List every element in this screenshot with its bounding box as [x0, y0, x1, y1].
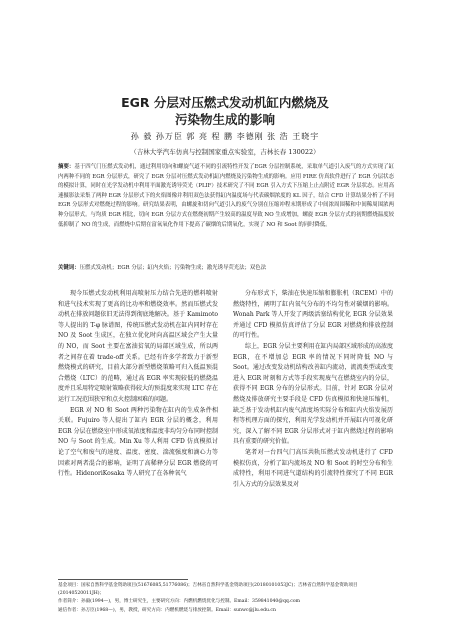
paragraph: EGR 对 NO 和 Soot 两种污染物在缸内的生成条件相关联。Fujuiro 等人提出了缸内 EGR 分层的概念，利用 EGR 分层在燃烧室中形成氧浓度和温度非均匀分布同时控制 NO 与 Soot 的生成。Min Xu 等人利用 CFD 仿真模拟讨论了空气和废气的速度、温度、密度、湍流强度和滴心力等因素对两者混合的影响，证明了高稀释分层 EGR 燃烧的可行性。HidenoriKosaka 等人研究了在各种氧气: [58, 406, 218, 478]
footnotes: [58, 582, 398, 615]
keywords: [58, 264, 394, 273]
affiliation: （吉林大学汽车仿真与控制国家重点实验室，吉林长春 130022）: [130, 148, 320, 156]
footnote-author-bio: 作者简介：孙毅(1994—)，男，博士研究生，主要研究方向：内燃机燃烧优化与控制。Email：359841040@qq.com: [58, 599, 300, 605]
abstract: [58, 163, 394, 230]
paragraph: 分布形式下，柴油在快速压缩和膨胀机（RCEM）中的燃烧特性，阐明了缸内氧气分布的不均匀性对碳烟的影响。Wonah Park 等人开发了两级活塞结构优化 EGR 分层效果并通过 CFD 模拟仿真评估了分层 EGR 对燃烧和排放控制的可行性。: [233, 290, 393, 340]
body-right-column: [233, 289, 393, 490]
paragraph: 笔者对一台四气门高压共轨压燃式发动机进行了 CFD 模拟仿真，分析了缸内流场及 NO 和 Soot 的时空分布和生成特性，利用不同进气道结构的引流特性探究了不同 EGR 引入方式的分层效果及对: [233, 448, 393, 488]
footnote-funding: 基金项目：国家自然科学基金资助项目(51676085,51776086)；吉林省自然科学基金资助项目(20180101053JC)；吉林省自然科学基金资助项目(20140520011JH)；: [58, 583, 358, 597]
keywords-text: 压燃式发动机；EGR 分层；缸内火焰；污染物生成；激光诱导荧光法；双色法: [79, 265, 267, 271]
abstract-label: 摘要：: [58, 164, 75, 170]
paper-title-line2: 污染物生成的影响: [174, 112, 275, 127]
footnote-divider: [58, 579, 188, 580]
author-list: 孙 毅 孙万臣 郭 亮 程 鹏 李德刚 张 浩 王晓宇: [130, 132, 320, 141]
paragraph: 综上，EGR 分层主要利用在缸内局部区域形成的高浓度 EGR，在不增加总 EGR 率的情况下同时降低 NO 与 Soot。通过改变发动机结构改善缸内流动，流流类型或改变进入 EGR 时刻和方式等手段实现废气在燃烧室内的分层，获得不同 EGR 分布的分层形式。目前，针对 EGR 分层对燃烧及排放研究主要手段是 CFD 仿真模拟和快速压缩机，缺乏基于发动机缸内废气浓度场实际分布和缸内火焰发展历程等机理方面的探究，利用光学发动机并开展缸内可视化研究，深入了解不同 EGR 分层形式对于缸内燃烧过程的影响具有重要的研究价值。: [233, 342, 393, 446]
footnote-corresponding: 通信作者：孙万臣(1968—)，男，教授，研究方向：内燃机燃烧与排放控制。Email：sunwc@jlu.edu.cn: [58, 607, 276, 613]
body-left-column: [58, 289, 218, 480]
abstract-text: 基于四气门压燃式发动机，通过利用切向和螺旋气道不同的引流特性开发了EGR 分层控制系统，采取单气道引入废气的方式实现了缸内两种不同的 EGR 分层形式，研究了 EGR 分层对压燃式发动机缸内燃烧及污染物生成的影响。应用 FIRE 仿真软件进行了 EGR 分层状态的模拟计算，同时在光学发动机中利用平面激光诱导荧光（PLIF）技术研究了不同 EGR 引入方式下压缩上止点附近 EGR 分层状态。应用高速摄影法采集了两种 EGR 分层形式下的火焰图像并利用双色法获得缸内温度场与代表碳烟浓度的 KL 因子，结合 CFD 计算结果分析了不同EGR 分层形式对燃烧过程的影响。研究结果表明，由螺旋和切向气道引入的废气分别在压缩冲程末期形成了中间浓周围稀和中间稀周围浓两种分层形式。与均质 EGR 相比，切向 EGR 分层方式在燃烧初期产生较高的温度导致 NO 生成增加，螺旋 EGR 分层方式的初期燃烧温度较低抑制了 NO 的生成，而燃烧中后期在富氧氧化作用下提高了碳烟的后期氧化，实现了 NO 和 Soot 的同时降低。: [58, 164, 394, 228]
keywords-label: 关键词：: [58, 265, 80, 271]
paragraph: 现今压燃式发动机利用高喷射压力结合先进的燃料喷射和进气技术实现了更高的比功率和燃烧效率。然而压燃式发动机在排放问题依旧无法得到彻底地解决。基于 Kamimoto 等人提出的 T-φ 脉谱图，传统压燃式发动机在缸内同时存在 NO 及 Soot 生成区，在独立优化时向高温区域会产生大量的 NO，而 Soot 主要在富油贫氧的局部区域生成，所以两者之间存在着 trade-off 关系。已经有许多学者致力于新型燃烧模式的研究，目前大部分新型燃烧策略可归入低温预混合燃烧（LTC）的范畴，通过高 EGR 率实现较低的燃烧温度并且采用特定喷射策略获得较大的预混度来实现 LTC 存在运行工况范围狭窄和点火控制困难的问题。: [58, 290, 218, 403]
paper-title-line1: EGR 分层对压燃式发动机缸内燃烧及: [121, 95, 329, 110]
